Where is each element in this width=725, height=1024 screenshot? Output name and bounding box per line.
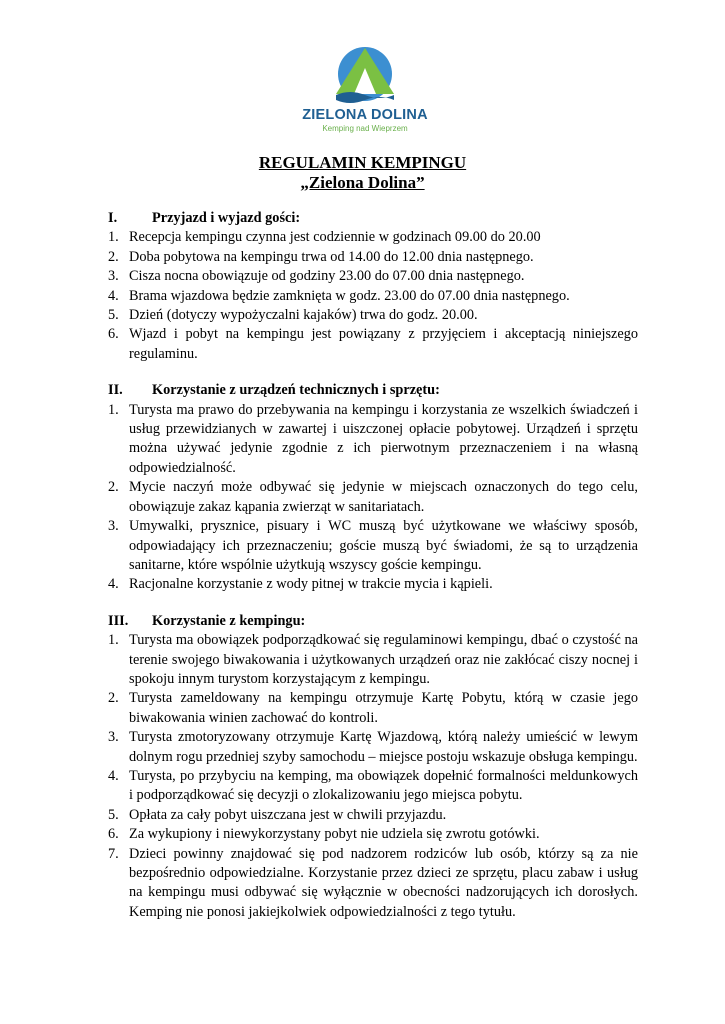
list-item: 2. Turysta zameldowany na kempingu otrzymuje Kartę Pobytu, którą w czasie jego biwakowania winien zachować do kontroli. (108, 690, 638, 726)
list-item: 4. Turysta, po przybyciu na kemping, ma obowiązek dopełnić formalności meldunkowych i podporządkować się decyzji o zlokalizowaniu jego miejsca pobytu. (108, 767, 638, 804)
list-item: 5. Dzień (dotyczy wypożyczalni kajaków) trwa do godz. 20.00. (108, 307, 478, 324)
section-arrival (108, 209, 638, 364)
section-number: III. (108, 612, 129, 629)
section-number: I. (108, 210, 118, 226)
section-equipment (108, 381, 638, 594)
document-subtitle: „Zielona Dolina” (300, 173, 425, 192)
logo-tagline: Kemping nad Wieprzem (322, 124, 408, 133)
list-item: 4. Brama wjazdowa będzie zamknięta w godz. 23.00 do 07.00 dnia następnego. (108, 287, 570, 304)
list-item: 3. Cisza nocna obowiązuje od godziny 23.00 do 07.00 dnia następnego. (108, 268, 525, 285)
section-title: Korzystanie z kempingu: (152, 612, 306, 629)
list-item: 1. Turysta ma obowiązek podporządkować się regulaminowi kempingu, dbać o czystość na terenie swojego biwakowania i użytkowanych urządzeń oraz nie zakłócać ciszy nocnej i spokoju innym turystom korzystającym z kempingu. (108, 632, 638, 687)
list-item: 3. Turysta zmotoryzowany otrzymuje Kartę Wjazdową, którą należy umieścić w lewym dolnym rogu przedniej szyby samochodu – miejsce postoju wskazuje obsługa kempingu. (108, 729, 638, 765)
logo (285, 44, 445, 140)
list-item: 1. Recepcja kempingu czynna jest codziennie w godzinach 09.00 do 20.00 (108, 229, 541, 246)
list-item: 6. Za wykupiony i niewykorzystany pobyt nie udziela się zwrotu gotówki. (108, 826, 540, 843)
section-title: Korzystanie z urządzeń technicznych i sprzętu: (152, 382, 440, 399)
list-item: 3. Umywalki, prysznice, pisuary i WC muszą być użytkowane we właściwy sposób, odpowiadający ich przeznaczeniu; goście muszą być świadomi, że są to urządzenia sanitarne, które wspólnie użytkują wszyscy goście kempingu. (108, 518, 638, 573)
document-title: REGULAMIN KEMPINGU (258, 153, 467, 172)
section-title: Przyjazd i wyjazd gości: (152, 210, 301, 226)
list-item: 5. Opłata za cały pobyt uiszczana jest w chwili przyjazdu. (108, 806, 447, 823)
list-item: 7. Dzieci powinny znajdować się pod nadzorem rodziców lub osób, którzy są za nie bezpośrednio odpowiedzialne. Korzystanie przez dzieci ze sprzętu, placu zabaw i usług na kempingu musi odbywać się wyłącznie w obecności nadzorujących ich dorosłych. Kemping nie ponosi jakiejkolwiek odpowiedzialności z tego tytułu. (108, 845, 638, 920)
rule-list (108, 401, 638, 595)
regulations-content (108, 209, 638, 939)
rule-list (108, 631, 638, 922)
logo-name: ZIELONA DOLINA (302, 107, 428, 123)
section-heading (108, 612, 638, 631)
list-item: 2. Mycie naczyń może odbywać się jedynie w miejscach oznaczonych do tego celu, obowiązuje zakaz kąpania zwierząt w sanitariatach. (108, 479, 638, 515)
rule-list (108, 228, 638, 364)
section-heading (108, 209, 638, 228)
list-item: 6. Wjazd i pobyt na kempingu jest powiązany z przyjęciem i akceptacją niniejszego regulaminu. (108, 326, 638, 362)
section-heading (108, 381, 638, 400)
list-item: 1. Turysta ma prawo do przebywania na kempingu i korzystania ze wszelkich świadczeń i usług przewidzianych w zawartej i uiszczonej opłacie pobytowej. Urządzeń i sprzętu można używać jedynie zgodnie z ich pierwotnym przeznaczeniem i na własną odpowiedzialność. (108, 401, 638, 476)
list-item: 2. Doba pobytowa na kempingu trwa od 14.00 do 12.00 dnia następnego. (108, 248, 534, 265)
section-number: II. (108, 382, 123, 399)
list-item: 4. Racjonalne korzystanie z wody pitnej w trakcie mycia i kąpieli. (108, 576, 493, 593)
tent-logo-icon (330, 44, 400, 106)
section-camping-use (108, 612, 638, 923)
